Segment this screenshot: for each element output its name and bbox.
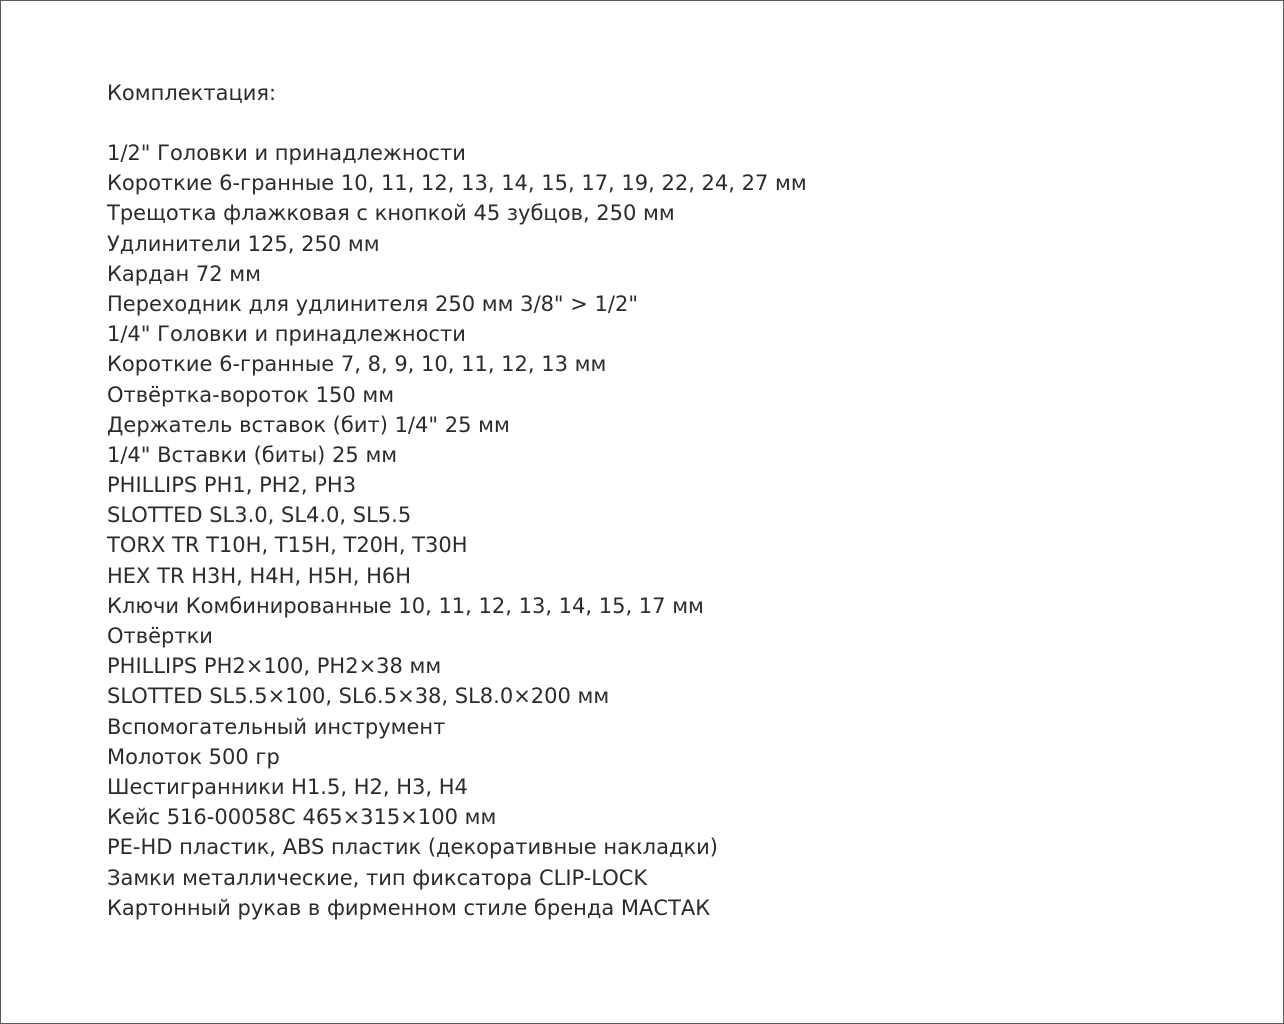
- equipment-list: [107, 138, 807, 923]
- list-item: Переходник для удлинителя 250 мм 3/8" > 1/2": [107, 291, 638, 316]
- list-item: PE-HD пластик, ABS пластик (декоративные накладки): [107, 835, 718, 860]
- list-item: Кейс 516-00058C 465×315×100 мм: [107, 805, 497, 830]
- list-item: SLOTTED SL3.0, SL4.0, SL5.5: [107, 503, 412, 528]
- list-item: Держатель вставок (бит) 1/4" 25 мм: [107, 412, 510, 437]
- list-item: TORX TR T10H, T15H, T20H, T30H: [107, 533, 468, 558]
- list-item: SLOTTED SL5.5×100, SL6.5×38, SL8.0×200 мм: [107, 684, 610, 709]
- list-item: PHILLIPS PH2×100, PH2×38 мм: [107, 654, 442, 679]
- document-heading: Комплектация:: [107, 81, 277, 105]
- list-item: Короткие 6-гранные 10, 11, 12, 13, 14, 15, 17, 19, 22, 24, 27 мм: [107, 171, 807, 196]
- list-item: HEX TR H3H, H4H, H5H, H6H: [107, 563, 412, 588]
- list-item: Картонный рукав в фирменном стиле бренда МАСТАК: [107, 895, 711, 920]
- list-item: Короткие 6-гранные 7, 8, 9, 10, 11, 12, 13 мм: [107, 352, 607, 377]
- list-item: Кардан 72 мм: [107, 261, 261, 286]
- list-item: Трещотка флажковая с кнопкой 45 зубцов, 250 мм: [107, 201, 675, 226]
- list-item: 1/4" Вставки (биты) 25 мм: [107, 442, 398, 467]
- list-item: 1/4" Головки и принадлежности: [107, 322, 466, 347]
- list-item: Отвёртки: [107, 624, 213, 648]
- list-item: 1/2" Головки и принадлежности: [107, 141, 466, 165]
- list-item: Ключи Комбинированные 10, 11, 12, 13, 14, 15, 17 мм: [107, 593, 704, 618]
- list-item: Отвёртка-вороток 150 мм: [107, 382, 395, 407]
- list-item: Вспомогательный инструмент: [107, 714, 446, 739]
- list-item: Удлинители 125, 250 мм: [107, 231, 380, 256]
- list-item: PHILLIPS PH1, PH2, PH3: [107, 473, 357, 498]
- list-item: Шестигранники H1.5, H2, H3, H4: [107, 774, 468, 799]
- list-item: Замки металлические, тип фиксатора CLIP-LOCK: [107, 865, 648, 890]
- list-item: Молоток 500 гр: [107, 744, 280, 769]
